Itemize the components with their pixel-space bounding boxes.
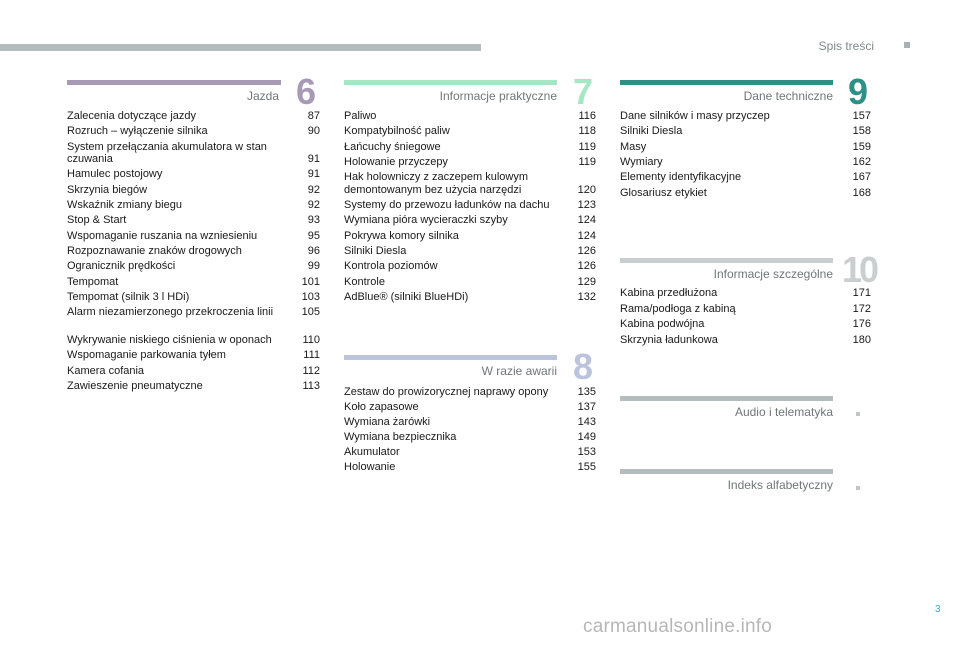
section-title: Dane techniczne: [743, 89, 833, 103]
toc-entry-page: 137: [577, 401, 596, 413]
section-title: Audio i telematyka: [734, 405, 833, 419]
toc-entry[interactable]: [344, 431, 596, 444]
toc-entry-page: 159: [852, 140, 871, 153]
section-title: Informacje szczególne: [713, 267, 833, 281]
toc-entry-label: Wspomaganie ruszania na wzniesieniu: [67, 229, 258, 242]
toc-entry[interactable]: [344, 291, 596, 304]
toc-entry-label: Skrzynia ładunkowa: [620, 333, 718, 346]
toc-entry-label: Zestaw do prowizorycznej naprawy opony: [344, 386, 549, 398]
toc-entry-label: Akumulator: [344, 446, 400, 458]
toc-entry[interactable]: [67, 125, 320, 138]
toc-entry-label: Elementy identyfikacyjne: [620, 171, 742, 184]
header-bar: [0, 44, 481, 51]
toc-entry-page: 168: [852, 186, 871, 199]
toc-entry-label: Wymiana pióra wycieraczki szyby: [344, 214, 508, 227]
toc-entry-page: 157: [852, 110, 871, 122]
toc-entry-page: 91: [307, 153, 320, 166]
toc-entry-page: 95: [307, 229, 320, 242]
toc-entry[interactable]: [620, 303, 871, 316]
toc-entry[interactable]: [344, 125, 596, 138]
toc-entry-page: 119: [578, 140, 596, 153]
toc-entry[interactable]: [620, 334, 871, 347]
toc-entry-page: 126: [577, 260, 596, 273]
toc-entry-page: 132: [577, 290, 596, 303]
toc-entry-page: 92: [307, 183, 320, 196]
toc-entry-page: 176: [852, 318, 871, 330]
toc-entry-page: 99: [307, 260, 320, 273]
toc-entry-label: Zalecenia dotyczące jazdy: [67, 110, 197, 122]
toc-entry[interactable]: [67, 110, 320, 123]
toc-entry-label: Zawieszenie pneumatyczne: [67, 379, 203, 392]
section-number: 7: [573, 71, 594, 112]
section-marker: [856, 412, 860, 416]
toc-entry-label: Hamulec postojowy: [67, 168, 163, 181]
page-title: Spis treści: [818, 39, 874, 53]
toc-entry-label: Tempomat: [67, 275, 119, 288]
section-title: Indeks alfabetyczny: [727, 478, 833, 492]
toc-entry[interactable]: [344, 416, 596, 429]
header-marker: [904, 42, 910, 48]
toc-entry[interactable]: [620, 318, 871, 331]
toc-entry[interactable]: [67, 291, 320, 304]
section-bar: [67, 80, 281, 85]
toc-entry[interactable]: [620, 156, 871, 169]
toc-entry-label: Tempomat (silnik 3 l HDi): [67, 290, 190, 303]
toc-entry[interactable]: [620, 125, 871, 138]
toc-entry[interactable]: [67, 365, 320, 378]
toc-entry-label: Stop & Start: [67, 214, 127, 227]
toc-entry-page: 101: [301, 275, 320, 288]
toc-entry-page: 180: [852, 333, 871, 346]
toc-entry[interactable]: [344, 110, 596, 123]
toc-entry-page: 91: [307, 168, 320, 181]
toc-entry-page: 90: [307, 125, 320, 138]
toc-entry-label: Kontrola poziomów: [344, 260, 438, 273]
toc-entry[interactable]: [344, 446, 596, 459]
toc-entry-label: Wskaźnik zmiany biegu: [67, 199, 182, 211]
toc-entry[interactable]: [620, 287, 871, 300]
section-bar: [620, 80, 833, 85]
toc-entry[interactable]: [620, 187, 871, 200]
toc-entry-page: 149: [577, 431, 596, 443]
toc-entry-label: Alarm niezamierzonego przekroczenia linii: [67, 306, 274, 319]
section-number: 9: [848, 71, 869, 112]
toc-entry-label: Wspomaganie parkowania tyłem: [67, 349, 226, 362]
toc-entry-label: Kabina przedłużona: [620, 287, 718, 299]
toc-entry[interactable]: [344, 171, 596, 196]
section-bar: [620, 258, 833, 263]
toc-entry-label: Holowanie: [344, 461, 396, 473]
toc-entry[interactable]: [67, 306, 320, 319]
toc-entry-page: 103: [301, 290, 320, 303]
toc-entry[interactable]: [67, 168, 320, 181]
section-bar: [620, 396, 833, 401]
toc-entry-page: 119: [578, 155, 596, 168]
toc-entry-page: 129: [577, 275, 596, 288]
toc-entry-label: Kontrole: [344, 275, 385, 288]
toc-entry[interactable]: [344, 156, 596, 169]
toc-entry-page: 171: [852, 287, 871, 299]
toc-entry-label: Łańcuchy śniegowe: [344, 140, 441, 153]
toc-entry-page: 120: [577, 183, 596, 196]
section-title: Jazda: [246, 89, 279, 103]
toc-entry[interactable]: [344, 461, 596, 474]
toc-entry-label: Koło zapasowe: [344, 401, 419, 413]
toc-entry-page: 162: [852, 155, 871, 168]
toc-entry[interactable]: [67, 245, 320, 258]
toc-entry-label: Wymiana żarówki: [344, 416, 431, 428]
section-marker: [856, 486, 860, 490]
toc-entry[interactable]: [344, 230, 596, 243]
toc-entry-label: Holowanie przyczepy: [344, 155, 448, 168]
toc-entry-page: 124: [577, 229, 596, 242]
toc-entry-page: 143: [577, 416, 596, 428]
toc-entry[interactable]: [344, 199, 596, 212]
toc-entry-label: Rozruch – wyłączenie silnika: [67, 125, 208, 138]
toc-entry[interactable]: [620, 141, 871, 154]
toc-entry-page: 124: [577, 214, 596, 227]
toc-entry-page: 112: [302, 364, 320, 377]
toc-entry-label: Paliwo: [344, 110, 377, 122]
toc-entry[interactable]: [67, 184, 320, 197]
toc-entry[interactable]: [344, 401, 596, 414]
section-number: 10: [842, 249, 877, 290]
toc-entry-page: 155: [577, 461, 596, 473]
toc-entry-page: 172: [852, 302, 871, 315]
toc-entry-page: 158: [852, 125, 871, 138]
toc-entry-label: Hak holowniczy z zaczepem kulowym demontowanym bez użycia narzędzi: [344, 171, 529, 196]
toc-entry[interactable]: [620, 171, 871, 184]
page-number: 3: [935, 604, 941, 615]
toc-entry[interactable]: [344, 245, 596, 258]
toc-entry[interactable]: [67, 141, 320, 166]
toc-entry-label: Rozpoznawanie znaków drogowych: [67, 244, 242, 257]
toc-entry-page: 113: [302, 379, 320, 392]
toc-entry-label: Pokrywa komory silnika: [344, 229, 459, 242]
toc-entry[interactable]: [67, 260, 320, 273]
toc-entry[interactable]: [344, 214, 596, 227]
toc-entry[interactable]: [344, 260, 596, 273]
toc-entry-label: Kabina podwójna: [620, 318, 705, 330]
toc-entry-label: Skrzynia biegów: [67, 183, 148, 196]
section-title: Informacje praktyczne: [439, 89, 557, 103]
toc-entry-label: Kamera cofania: [67, 364, 145, 377]
toc-entry-page: 118: [578, 125, 596, 138]
toc-entry-page: 123: [577, 199, 596, 211]
section-number: 6: [296, 71, 317, 112]
toc-entry[interactable]: [67, 380, 320, 393]
toc-entry-label: Dane silników i masy przyczep: [620, 110, 770, 122]
section-bar: [344, 80, 557, 85]
toc-entry-page: 111: [303, 349, 320, 362]
section-number: 8: [573, 346, 594, 387]
watermark: carmanualsonline.info: [583, 616, 773, 637]
toc-entry[interactable]: [344, 141, 596, 154]
toc-entry-label: AdBlue® (silniki BlueHDi): [344, 290, 469, 303]
toc-entry-page: 126: [577, 244, 596, 257]
toc-entry-label: Masy: [620, 140, 647, 153]
section-bar: [344, 355, 557, 360]
toc-entry-page: 87: [307, 110, 320, 122]
toc-entry-label: Systemy do przewozu ładunków na dachu: [344, 199, 550, 211]
toc-entry-page: 96: [307, 244, 320, 257]
toc-entry-label: Kompatybilność paliw: [344, 125, 450, 138]
toc-entry-page: 167: [852, 171, 871, 184]
section-bar: [620, 469, 833, 474]
toc-entry[interactable]: [67, 276, 320, 289]
toc-entry-label: Silniki Diesla: [344, 244, 407, 257]
toc-entry-label: Wymiary: [620, 155, 663, 168]
toc-entry-page: 153: [577, 446, 596, 458]
toc-entry-page: 135: [577, 386, 596, 398]
toc-entry[interactable]: [67, 199, 320, 212]
toc-entry-page: 92: [307, 199, 320, 211]
toc-entry-label: Wykrywanie niskiego ciśnienia w oponach: [67, 333, 272, 346]
section-title: W razie awarii: [481, 364, 557, 378]
toc-entry-page: 110: [302, 333, 320, 346]
toc-entry-label: Rama/podłoga z kabiną: [620, 302, 736, 315]
toc-entry-label: System przełączania akumulatora w stan czuwania: [67, 140, 267, 166]
toc-entry[interactable]: [67, 334, 320, 347]
toc-entry-page: 116: [578, 110, 596, 122]
toc-entry[interactable]: [67, 349, 320, 362]
toc-entry-label: Wymiana bezpiecznika: [344, 431, 457, 443]
toc-entry-label: Silniki Diesla: [620, 125, 683, 138]
toc-entry[interactable]: [620, 110, 871, 123]
toc-entry[interactable]: [67, 214, 320, 227]
toc-entry[interactable]: [344, 276, 596, 289]
toc-entry-page: 105: [301, 306, 320, 319]
toc-entry-label: Ogranicznik prędkości: [67, 260, 176, 273]
toc-entry-page: 93: [307, 214, 320, 227]
toc-entry[interactable]: [67, 230, 320, 243]
toc-entry-label: Glosariusz etykiet: [620, 186, 707, 199]
toc-entry[interactable]: [344, 386, 596, 399]
